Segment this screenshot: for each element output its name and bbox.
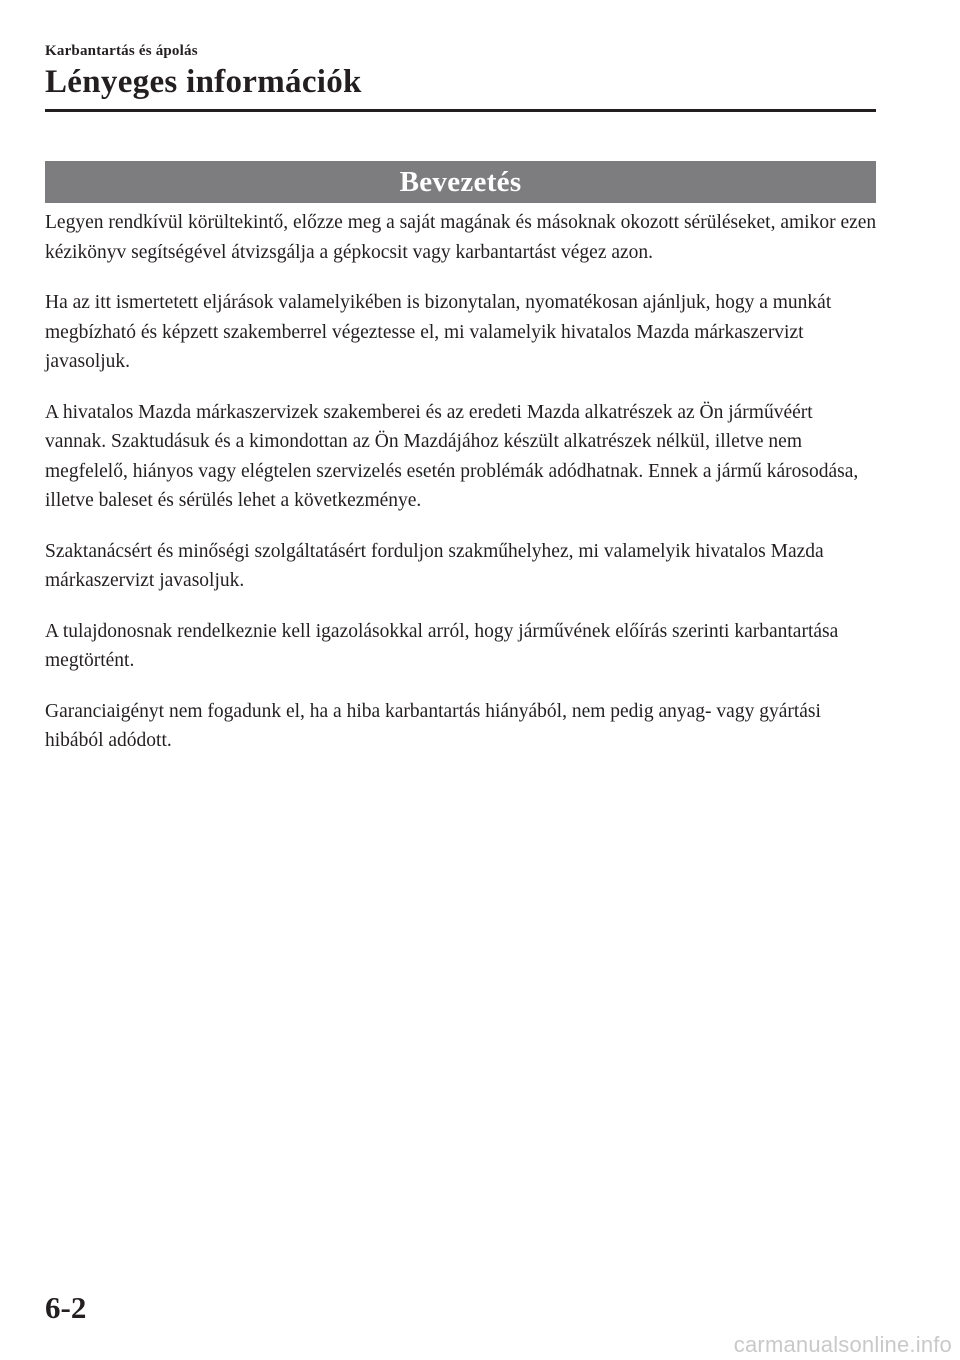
paragraph: A tulajdonosnak rendelkeznie kell igazolásokkal arról, hogy járművének előírás szerinti karbantartása megtörtént. bbox=[45, 620, 839, 671]
section-header-bar bbox=[45, 161, 876, 203]
paragraph: Szaktanácsért és minőségi szolgáltatásért forduljon szakműhelyhez, mi valamelyik hivatalos Mazda márkaszervizt javasoljuk. bbox=[45, 540, 824, 591]
paragraph: Garanciaigényt nem fogadunk el, ha a hiba karbantartás hiányából, nem pedig anyag- vagy gyártási hibából adódott. bbox=[45, 700, 821, 751]
paragraph: A hivatalos Mazda márkaszervizek szakemberei és az eredeti Mazda alkatrészek az Ön járművéért vannak. Szaktudásuk és a kimondottan az Ön Mazdájához készült alkatrészek nélkül, illetve nem megfelelő, hiányos vagy elégtelen szervizelés esetén problémák adódhatnak. Ennek a jármű károsodása, illetve baleset és sérülés lehet a következménye. bbox=[45, 401, 859, 511]
section-heading: Bevezetés bbox=[399, 165, 522, 198]
paragraph: Ha az itt ismertetett eljárások valamelyikében is bizonytalan, nyomatékosan ajánljuk, hogy a munkát megbízható és képzett szakemberrel végeztesse el, mi valamelyik hivatalos Mazda márkaszervizt javasoljuk. bbox=[45, 292, 832, 372]
page-number: 6-2 bbox=[45, 1290, 87, 1325]
section-body bbox=[45, 208, 877, 777]
paragraph: Legyen rendkívül körültekintő, előzze meg a saját magának és másoknak okozott sérüléseket, amikor ezen kézikönyv segítségével átvizsgálja a gépkocsit vagy karbantartást végez azon. bbox=[45, 212, 877, 263]
watermark: carmanualsonline.info bbox=[733, 1332, 952, 1357]
title-divider bbox=[45, 109, 876, 112]
chapter-label: Karbantartás és ápolás bbox=[45, 43, 198, 59]
page-title: Lényeges információk bbox=[45, 64, 362, 100]
